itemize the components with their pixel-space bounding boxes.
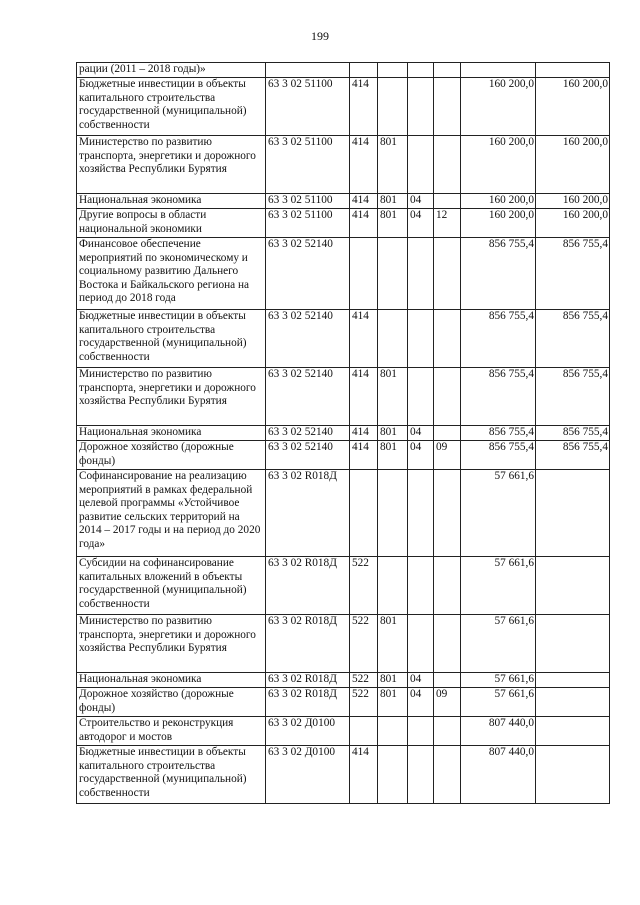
cell-rz (408, 368, 434, 426)
cell-code: 63 3 02 52140 (266, 238, 350, 310)
cell-sum-1: 856 755,4 (461, 426, 536, 441)
cell-sum-1: 807 440,0 (461, 746, 536, 804)
cell-pr: 09 (434, 441, 461, 470)
cell-sum-1: 57 661,6 (461, 673, 536, 688)
cell-rz (408, 615, 434, 673)
cell-sum-2: 160 200,0 (536, 209, 610, 238)
cell-code: 63 3 02 Д0100 (266, 746, 350, 804)
cell-code: 63 3 02 52140 (266, 441, 350, 470)
cell-pr (434, 470, 461, 557)
cell-name: Министерство по развитию транспорта, энергетики и дорожного хозяйства Республики Бурятия (77, 136, 266, 194)
cell-rz (408, 470, 434, 557)
cell-name: Субсидии на софинансирование капитальных вложений в объекты государственной (муниципальной) собственности (77, 557, 266, 615)
cell-sum-1 (461, 63, 536, 78)
cell-ved (378, 78, 408, 136)
table-row (77, 441, 610, 470)
cell-code: 63 3 02 R018Д (266, 557, 350, 615)
cell-code: 63 3 02 R018Д (266, 688, 350, 717)
cell-pr (434, 238, 461, 310)
cell-rz (408, 63, 434, 78)
cell-ved: 801 (378, 673, 408, 688)
table-row (77, 688, 610, 717)
table-row (77, 470, 610, 557)
cell-sum-1: 57 661,6 (461, 615, 536, 673)
cell-sum-2 (536, 615, 610, 673)
cell-name: Софинансирование на реализацию мероприятий в рамках федеральной целевой программы «Устойчивое развитие сельских территорий на 2014 – 2017 годы и на период до 2020 года» (77, 470, 266, 557)
cell-code: 63 3 02 52140 (266, 310, 350, 368)
page-number: 199 (311, 29, 329, 43)
cell-code: 63 3 02 Д0100 (266, 717, 350, 746)
table-row (77, 673, 610, 688)
cell-vr: 414 (350, 441, 378, 470)
cell-rz (408, 717, 434, 746)
cell-name: Финансовое обеспечение мероприятий по экономическому и социальному развитию Дальнего Востока и Байкальского региона на период до 2018 года (77, 238, 266, 310)
cell-ved (378, 717, 408, 746)
cell-sum-2: 856 755,4 (536, 441, 610, 470)
cell-sum-2 (536, 746, 610, 804)
cell-code: 63 3 02 51100 (266, 136, 350, 194)
cell-rz (408, 310, 434, 368)
cell-ved: 801 (378, 368, 408, 426)
cell-sum-1: 57 661,6 (461, 557, 536, 615)
cell-sum-1: 856 755,4 (461, 441, 536, 470)
cell-pr (434, 368, 461, 426)
table-row (77, 209, 610, 238)
cell-name: Министерство по развитию транспорта, энергетики и дорожного хозяйства Республики Бурятия (77, 368, 266, 426)
cell-name: рации (2011 – 2018 годы)» (77, 63, 266, 78)
cell-pr: 12 (434, 209, 461, 238)
cell-ved (378, 310, 408, 368)
cell-rz (408, 746, 434, 804)
cell-rz (408, 78, 434, 136)
cell-code: 63 3 02 51100 (266, 209, 350, 238)
cell-code: 63 3 02 R018Д (266, 470, 350, 557)
cell-vr (350, 470, 378, 557)
cell-vr: 414 (350, 78, 378, 136)
cell-rz: 04 (408, 673, 434, 688)
cell-ved (378, 470, 408, 557)
cell-vr (350, 717, 378, 746)
cell-vr: 414 (350, 746, 378, 804)
cell-name: Дорожное хозяйство (дорожные фонды) (77, 688, 266, 717)
cell-code (266, 63, 350, 78)
cell-sum-1: 57 661,6 (461, 470, 536, 557)
cell-pr (434, 673, 461, 688)
table-row (77, 194, 610, 209)
table-row (77, 426, 610, 441)
cell-name: Бюджетные инвестиции в объекты капитального строительства государственной (муниципальной) собственности (77, 310, 266, 368)
cell-pr (434, 557, 461, 615)
cell-sum-1: 856 755,4 (461, 368, 536, 426)
cell-vr: 522 (350, 557, 378, 615)
cell-sum-2: 856 755,4 (536, 310, 610, 368)
cell-sum-1: 160 200,0 (461, 209, 536, 238)
cell-ved: 801 (378, 615, 408, 673)
cell-sum-1: 807 440,0 (461, 717, 536, 746)
cell-vr: 522 (350, 688, 378, 717)
cell-sum-2 (536, 717, 610, 746)
cell-sum-1: 57 661,6 (461, 688, 536, 717)
cell-ved: 801 (378, 209, 408, 238)
cell-sum-1: 160 200,0 (461, 136, 536, 194)
cell-pr (434, 717, 461, 746)
cell-name: Другие вопросы в области национальной экономики (77, 209, 266, 238)
cell-pr (434, 310, 461, 368)
budget-table (76, 62, 610, 804)
cell-ved (378, 746, 408, 804)
cell-rz (408, 557, 434, 615)
cell-code: 63 3 02 51100 (266, 78, 350, 136)
cell-sum-2: 160 200,0 (536, 136, 610, 194)
cell-rz: 04 (408, 688, 434, 717)
cell-rz: 04 (408, 441, 434, 470)
cell-sum-2 (536, 557, 610, 615)
table-row (77, 615, 610, 673)
cell-name: Национальная экономика (77, 426, 266, 441)
cell-sum-2 (536, 63, 610, 78)
cell-rz: 04 (408, 209, 434, 238)
cell-vr: 414 (350, 368, 378, 426)
cell-vr: 414 (350, 194, 378, 209)
cell-name: Дорожное хозяйство (дорожные фонды) (77, 441, 266, 470)
cell-code: 63 3 02 52140 (266, 426, 350, 441)
cell-rz: 04 (408, 194, 434, 209)
cell-pr (434, 615, 461, 673)
cell-vr: 522 (350, 615, 378, 673)
cell-vr: 522 (350, 673, 378, 688)
cell-sum-2 (536, 470, 610, 557)
cell-sum-1: 160 200,0 (461, 78, 536, 136)
cell-name: Бюджетные инвестиции в объекты капитального строительства государственной (муниципальной) собственности (77, 78, 266, 136)
table-row (77, 310, 610, 368)
cell-code: 63 3 02 51100 (266, 194, 350, 209)
cell-sum-2: 856 755,4 (536, 238, 610, 310)
cell-rz (408, 238, 434, 310)
cell-vr (350, 238, 378, 310)
cell-pr: 09 (434, 688, 461, 717)
cell-vr: 414 (350, 310, 378, 368)
cell-ved: 801 (378, 136, 408, 194)
cell-sum-2: 160 200,0 (536, 194, 610, 209)
table-row (77, 63, 610, 78)
cell-sum-2: 160 200,0 (536, 78, 610, 136)
cell-sum-2: 856 755,4 (536, 368, 610, 426)
table-row (77, 746, 610, 804)
cell-name: Национальная экономика (77, 673, 266, 688)
cell-vr (350, 63, 378, 78)
cell-ved: 801 (378, 426, 408, 441)
cell-ved (378, 557, 408, 615)
table-row (77, 136, 610, 194)
cell-pr (434, 426, 461, 441)
cell-rz (408, 136, 434, 194)
cell-pr (434, 746, 461, 804)
cell-pr (434, 136, 461, 194)
cell-ved: 801 (378, 688, 408, 717)
cell-name: Строительство и реконструкция автодорог и мостов (77, 717, 266, 746)
cell-sum-2 (536, 673, 610, 688)
cell-pr (434, 78, 461, 136)
table-row (77, 238, 610, 310)
cell-code: 63 3 02 R018Д (266, 673, 350, 688)
cell-name: Национальная экономика (77, 194, 266, 209)
cell-sum-2: 856 755,4 (536, 426, 610, 441)
table-row (77, 717, 610, 746)
cell-name: Министерство по развитию транспорта, энергетики и дорожного хозяйства Республики Бурятия (77, 615, 266, 673)
table-body (77, 63, 610, 804)
cell-vr: 414 (350, 136, 378, 194)
cell-sum-1: 856 755,4 (461, 310, 536, 368)
cell-pr (434, 194, 461, 209)
cell-code: 63 3 02 52140 (266, 368, 350, 426)
cell-code: 63 3 02 R018Д (266, 615, 350, 673)
cell-sum-1: 160 200,0 (461, 194, 536, 209)
cell-vr: 414 (350, 426, 378, 441)
table-row (77, 368, 610, 426)
cell-ved: 801 (378, 441, 408, 470)
cell-ved (378, 238, 408, 310)
table-row (77, 557, 610, 615)
cell-pr (434, 63, 461, 78)
table-row (77, 78, 610, 136)
cell-sum-1: 856 755,4 (461, 238, 536, 310)
cell-name: Бюджетные инвестиции в объекты капитального строительства государственной (муниципальной) собственности (77, 746, 266, 804)
cell-ved: 801 (378, 194, 408, 209)
cell-ved (378, 63, 408, 78)
cell-sum-2 (536, 688, 610, 717)
cell-rz: 04 (408, 426, 434, 441)
cell-vr: 414 (350, 209, 378, 238)
